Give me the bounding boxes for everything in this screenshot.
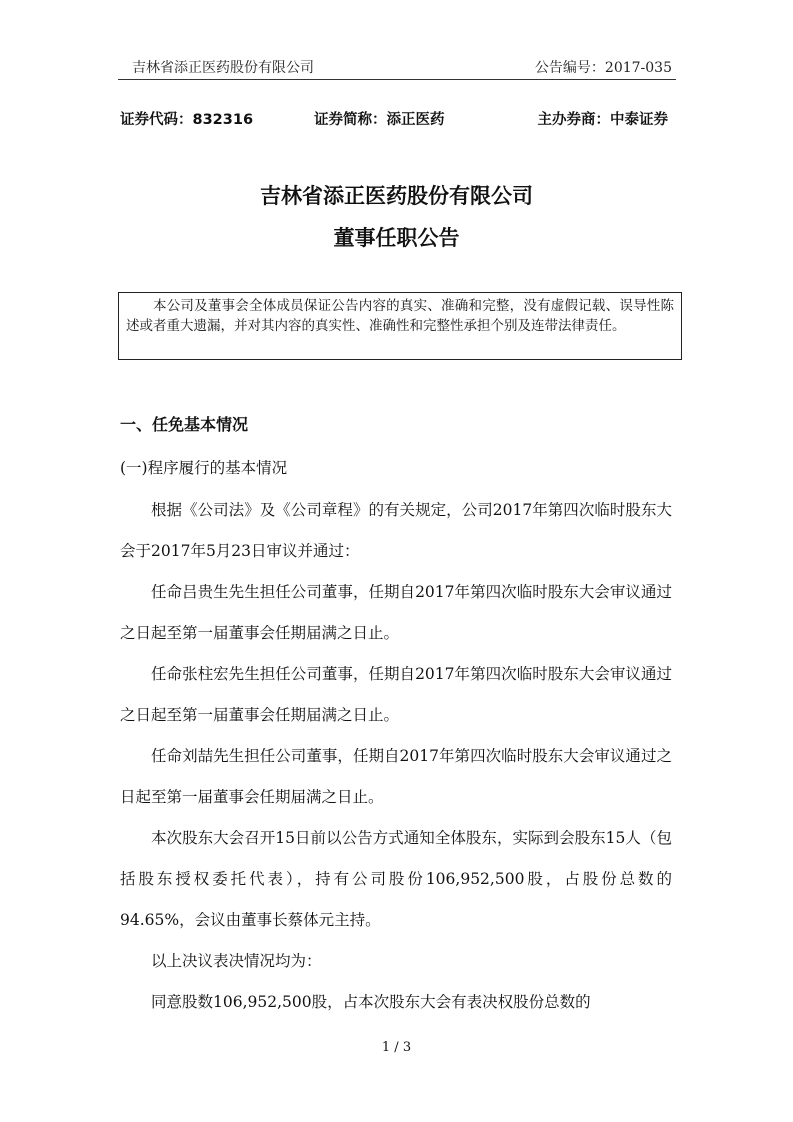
security-code: 证券代码：832316 [120, 112, 254, 128]
header-announcement-no: 公告编号：2017-035 [534, 60, 672, 76]
paragraph: 任命吕贵生先生担任公司董事，任期自2017年第四次临时股东大会审议通过之日起至第一届董事会任期届满之日止。 [120, 583, 672, 642]
security-meta-row [120, 108, 668, 130]
page-number: 1 / 3 [381, 1040, 412, 1055]
sponsor: 主办券商：中泰证券 [537, 112, 668, 128]
body-text [120, 490, 672, 1023]
responsibility-notice-box [118, 292, 682, 360]
doc-title-subject: 董事任职公告 [333, 226, 460, 250]
subsection-heading: (一)程序履行的基本情况 [120, 459, 288, 477]
paragraph: 根据《公司法》及《公司章程》的有关规定，公司2017年第四次临时股东大会于2017年5月23日审议并通过： [120, 501, 672, 560]
header-company: 吉林省添正医药股份有限公司 [132, 60, 314, 76]
paragraph: 以上决议表决情况均为： [151, 952, 322, 970]
page-header [118, 59, 676, 80]
section-heading: 一、任免基本情况 [120, 415, 249, 434]
responsibility-notice-text: 本公司及董事会全体成员保证公告内容的真实、准确和完整，没有虚假记载、误导性陈述或者重大遗漏，并对其内容的真实性、准确性和完整性承担个别及连带法律责任。 [126, 298, 674, 334]
paragraph: 同意股数106,952,500股，占本次股东大会有表决权股份总数的 [151, 993, 591, 1011]
doc-title-company: 吉林省添正医药股份有限公司 [260, 184, 533, 208]
paragraph: 本次股东大会召开15日前以公告方式通知全体股东，实际到会股东15人（包括股东授权委托代表），持有公司股份106,952,500股，占股份总数的94.65%，会议由董事长蔡体元主持。 [120, 829, 672, 929]
paragraph: 任命张柱宏先生担任公司董事，任期自2017年第四次临时股东大会审议通过之日起至第一届董事会任期届满之日止。 [120, 665, 672, 724]
security-abbr: 证券简称：添正医药 [314, 112, 445, 128]
paragraph: 任命刘喆先生担任公司董事，任期自2017年第四次临时股东大会审议通过之日起至第一届董事会任期届满之日止。 [120, 747, 672, 806]
